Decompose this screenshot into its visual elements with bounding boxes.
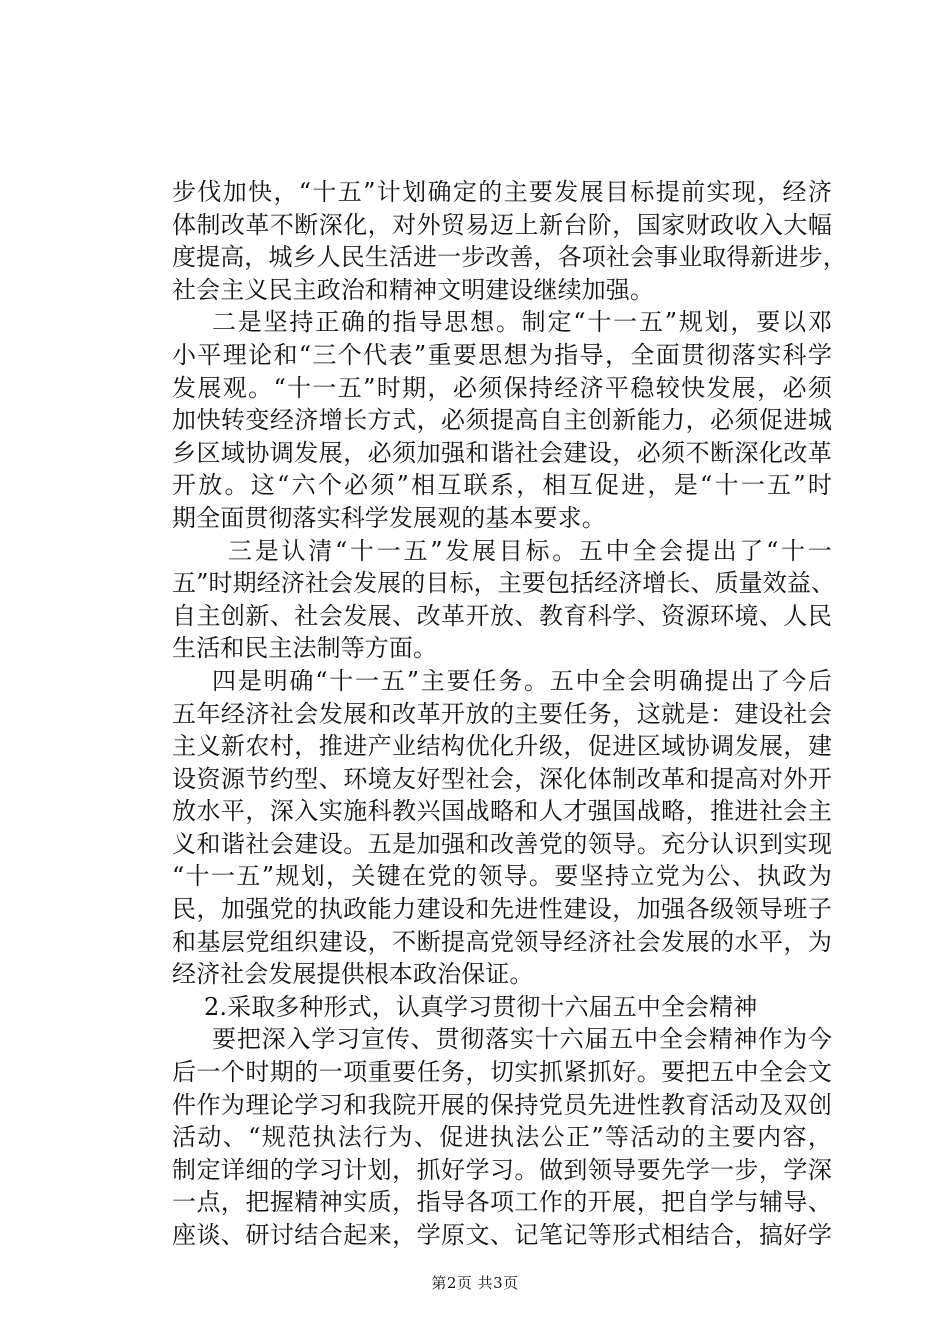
text-line: “十一五”规划，关键在党的领导。要坚持立党为公、执政为 bbox=[172, 862, 832, 891]
text-line: 二是坚持正确的指导思想。制定“十一五”规划，要以邓 bbox=[212, 308, 832, 337]
section-heading: 2.采取多种形式，认真学习贯彻十六届五中全会精神 bbox=[204, 992, 758, 1021]
text-line: 座谈、研讨结合起来，学原文、记笔记等形式相结合，搞好学 bbox=[172, 1221, 832, 1249]
text-line: 乡区域协调发展，必须加强和谐社会建设，必须不断深化改革 bbox=[172, 438, 832, 467]
text-line: 四是明确“十一五”主要任务。五中全会明确提出了今后 bbox=[212, 666, 832, 695]
text-line: 民，加强党的执政能力建设和先进性建设，加强各级领导班子 bbox=[172, 895, 832, 924]
text-line: 加快转变经济增长方式，必须提高自主创新能力，必须促进城 bbox=[172, 406, 832, 435]
text-line: 小平理论和“三个代表”重要思想为指导，全面贯彻落实科学 bbox=[172, 340, 832, 369]
text-line: 放水平，深入实施科教兴国战略和人才强国战略，推进社会主 bbox=[172, 797, 832, 826]
text-line: 要把深入学习宣传、贯彻落实十六届五中全会精神作为今 bbox=[212, 1025, 832, 1054]
text-line: 件作为理论学习和我院开展的保持党员先进性教育活动及双创 bbox=[172, 1090, 832, 1119]
text-line: 后一个时期的一项重要任务，切实抓紧抓好。要把五中全会文 bbox=[172, 1058, 832, 1087]
text-line: 五年经济社会发展和改革开放的主要任务，这就是：建设社会 bbox=[172, 699, 832, 728]
text-line: 和基层党组织建设，不断提高党领导经济社会发展的水平，为 bbox=[172, 927, 832, 956]
text-line: 体制改革不断深化，对外贸易迈上新台阶，国家财政收入大幅 bbox=[172, 210, 832, 239]
text-line: 度提高，城乡人民生活进一步改善，各项社会事业取得新进步， bbox=[172, 243, 847, 272]
text-line: 社会主义民主政治和精神文明建设继续加强。 bbox=[172, 275, 654, 304]
text-line: 发展观。“十一五”时期，必须保持经济平稳较快发展，必须 bbox=[172, 373, 832, 402]
text-line: 义和谐社会建设。五是加强和改善党的领导。充分认识到实现 bbox=[172, 829, 832, 858]
text-line: 主义新农村，推进产业结构优化升级，促进区域协调发展，建 bbox=[172, 732, 832, 761]
text-line: 开放。这“六个必须”相互联系，相互促进，是“十一五”时 bbox=[172, 471, 832, 500]
text-line: 制定详细的学习计划，抓好学习。做到领导要先学一步，学深 bbox=[172, 1155, 832, 1184]
page-number: 第2页 共3页 bbox=[431, 1274, 519, 1292]
text-line: 自主创新、社会发展、改革开放、教育科学、资源环境、人民 bbox=[172, 601, 832, 630]
text-line: 设资源节约型、环境友好型社会，深化体制改革和提高对外开 bbox=[172, 764, 832, 793]
text-line: 五”时期经济社会发展的目标，主要包括经济增长、质量效益、 bbox=[172, 569, 836, 598]
text-line: 生活和民主法制等方面。 bbox=[172, 634, 438, 663]
text-line: 步伐加快，“十五”计划确定的主要发展目标提前实现，经济 bbox=[172, 178, 832, 206]
text-line: 一点，把握精神实质，指导各项工作的开展，把自学与辅导、 bbox=[172, 1188, 832, 1217]
text-line: 三是认清“十一五”发展目标。五中全会提出了“十一 bbox=[228, 536, 832, 565]
text-line: 期全面贯彻落实科学发展观的基本要求。 bbox=[172, 503, 606, 532]
text-line: 经济社会发展提供根本政治保证。 bbox=[172, 960, 534, 989]
document-body bbox=[172, 176, 847, 1252]
text-line: 活动、“规范执法行为、促进执法公正”等活动的主要内容， bbox=[172, 1123, 832, 1152]
